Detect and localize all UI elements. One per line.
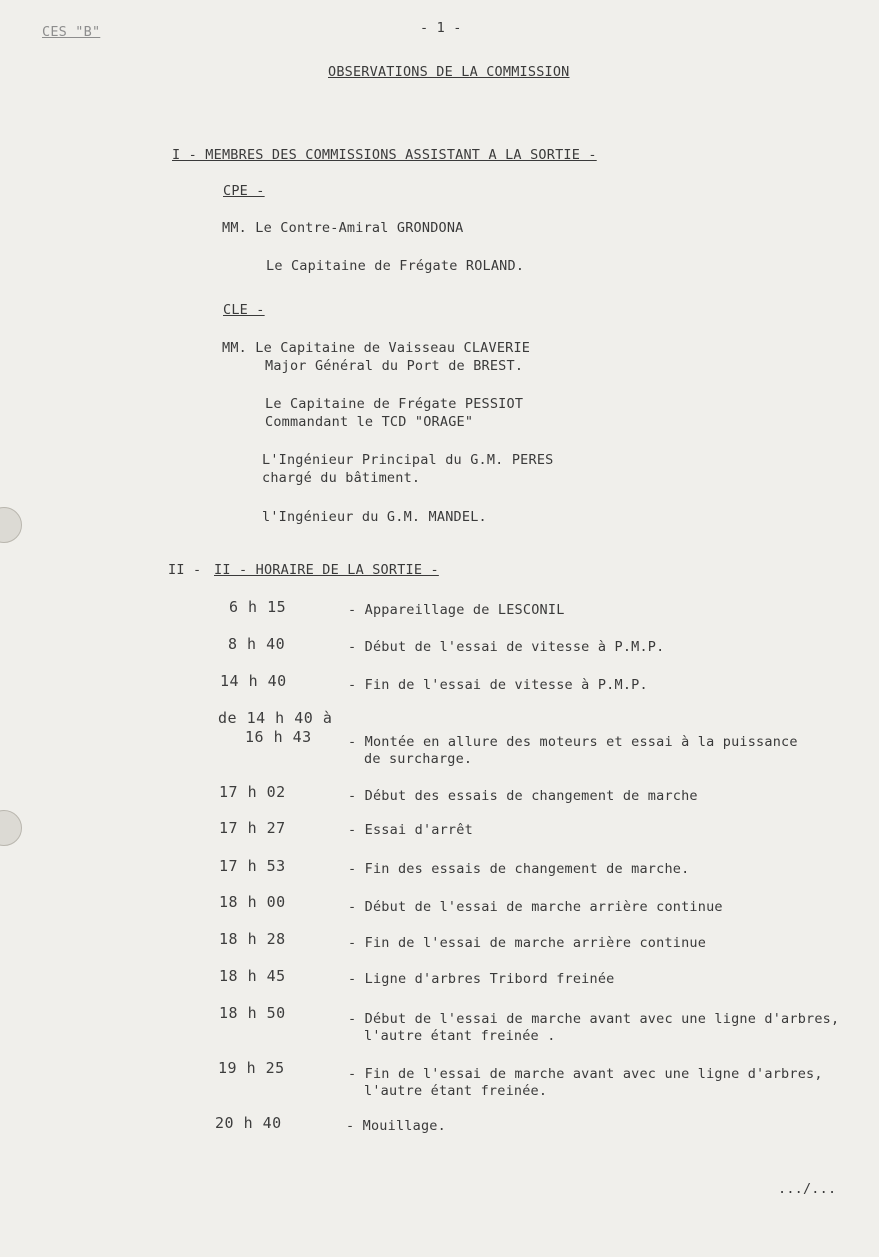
section-2-heading: II - HORAIRE DE LA SORTIE - — [214, 562, 439, 578]
schedule-event: - Essai d'arrêt — [348, 822, 473, 838]
schedule-time: 18 h 50 — [219, 1004, 286, 1022]
schedule-time: 17 h 27 — [219, 819, 286, 837]
punch-hole — [0, 507, 22, 543]
schedule-event-cont: l'autre étant freinée . — [364, 1028, 556, 1044]
schedule-time: 19 h 25 — [218, 1059, 285, 1077]
cle-member-2: Le Capitaine de Frégate PESSIOT — [265, 396, 524, 412]
schedule-time: 14 h 40 — [220, 672, 287, 690]
schedule-event: - Début de l'essai de vitesse à P.M.P. — [348, 639, 665, 655]
cle-member-1-title: Major Général du Port de BREST. — [265, 358, 524, 374]
continuation-mark: .../... — [778, 1181, 837, 1197]
schedule-time: 8 h 40 — [228, 635, 286, 653]
schedule-event-cont: l'autre étant freinée. — [364, 1083, 548, 1099]
cle-member-3-title: chargé du bâtiment. — [262, 470, 421, 486]
section-1-heading: I - MEMBRES DES COMMISSIONS ASSISTANT A LA SORTIE - — [172, 147, 597, 163]
cle-member-3: L'Ingénieur Principal du G.M. PERES — [262, 452, 554, 468]
cle-member-2-title: Commandant le TCD "ORAGE" — [265, 414, 474, 430]
schedule-event: - Début de l'essai de marche arrière continue — [348, 899, 723, 915]
schedule-time: 17 h 02 — [219, 783, 286, 801]
schedule-time: de 14 h 40 à — [218, 709, 333, 727]
punch-hole — [0, 810, 22, 846]
schedule-event: - Fin de l'essai de marche arrière continue — [348, 935, 707, 951]
schedule-time: 18 h 28 — [219, 930, 286, 948]
schedule-time: 6 h 15 — [229, 598, 287, 616]
schedule-time: 18 h 00 — [219, 893, 286, 911]
cle-label: CLE - — [223, 302, 265, 318]
schedule-time-end: 16 h 43 — [245, 728, 312, 746]
cpe-label: CPE - — [223, 183, 265, 199]
schedule-event: - Appareillage de LESCONIL — [348, 602, 565, 618]
schedule-time: 20 h 40 — [215, 1114, 282, 1132]
schedule-event: - Fin des essais de changement de marche. — [348, 861, 690, 877]
schedule-event: - Montée en allure des moteurs et essai à la puissance — [348, 734, 798, 750]
schedule-event: - Début des essais de changement de marche — [348, 788, 698, 804]
schedule-event: - Fin de l'essai de marche avant avec une ligne d'arbres, — [348, 1066, 823, 1082]
page-number: - 1 - — [420, 20, 462, 36]
schedule-event: - Mouillage. — [346, 1118, 446, 1134]
cle-member-4: l'Ingénieur du G.M. MANDEL. — [262, 509, 487, 525]
document-reference: CES "B" — [42, 24, 101, 40]
schedule-time: 17 h 53 — [219, 857, 286, 875]
cpe-member-1: MM. Le Contre-Amiral GRONDONA — [222, 220, 464, 236]
schedule-event-cont: de surcharge. — [364, 751, 473, 767]
schedule-event: - Début de l'essai de marche avant avec une ligne d'arbres, — [348, 1011, 840, 1027]
schedule-event: - Fin de l'essai de vitesse à P.M.P. — [348, 677, 648, 693]
page-title: OBSERVATIONS DE LA COMMISSION — [328, 64, 570, 80]
schedule-time: 18 h 45 — [219, 967, 286, 985]
cpe-member-2: Le Capitaine de Frégate ROLAND. — [266, 258, 525, 274]
cle-member-1: MM. Le Capitaine de Vaisseau CLAVERIE — [222, 340, 531, 356]
section-2-number: II - — [168, 562, 202, 578]
schedule-event: - Ligne d'arbres Tribord freinée — [348, 971, 615, 987]
